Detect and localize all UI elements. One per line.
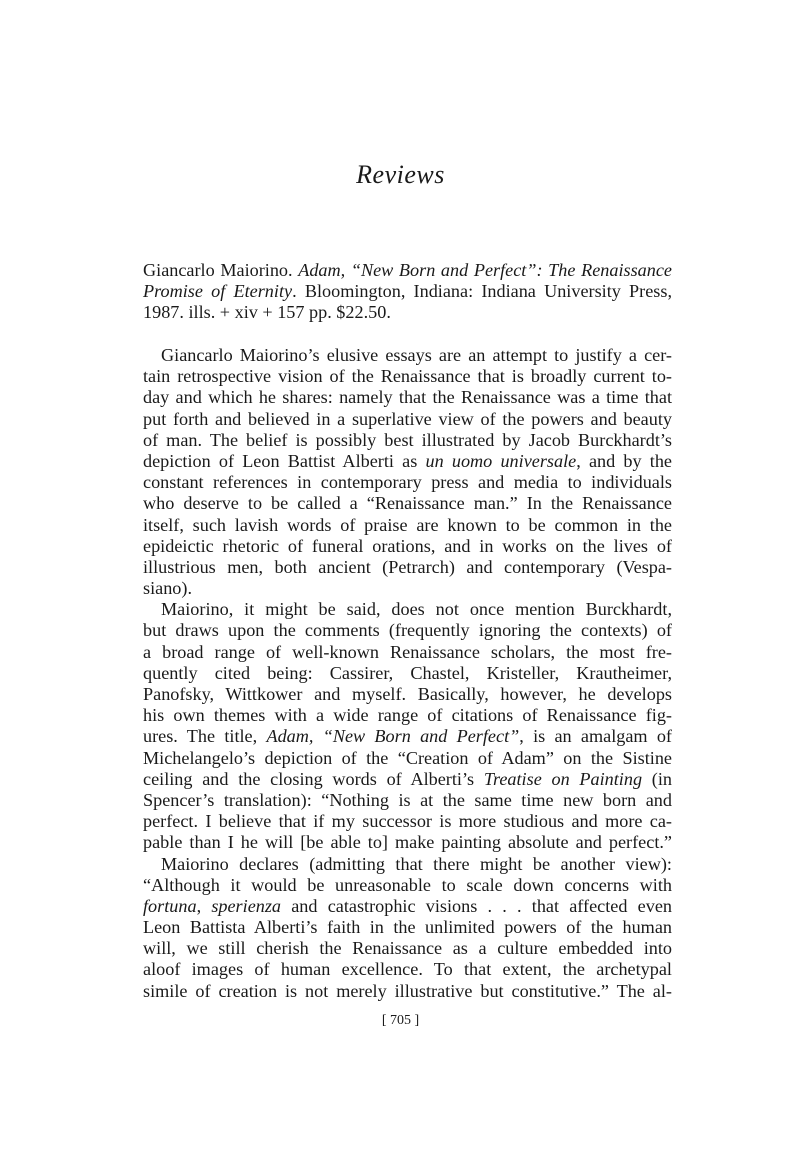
text-line (143, 811, 672, 832)
text-line (143, 790, 672, 811)
text-line (143, 578, 672, 599)
page-number: [ 705 ] (381, 1013, 420, 1028)
text-run: constant references in contemporary press and media to individuals (143, 472, 672, 493)
text-run: ures. The title, (143, 726, 267, 747)
text-run: tain retrospective vision of the Renaissance that is broadly current to- (143, 366, 672, 387)
text-run: pable than I he will [be able to] make painting absolute and perfect.” (143, 832, 672, 853)
italic-text: fortuna (143, 895, 197, 916)
text-line (143, 684, 672, 705)
text-run: day and which he shares: namely that the Renaissance was a time that (143, 387, 672, 408)
text-run: Giancarlo Maiorino. (143, 260, 299, 280)
text-run: put forth and believed in a superlative view of the powers and beauty (143, 408, 672, 429)
text-run: Maiorino declares (admitting that there might be another view): (161, 853, 672, 874)
text-run: Panofsky, Wittkower and myself. Basically, however, he develops (143, 684, 672, 704)
text-run: (in (642, 768, 672, 789)
text-run: “Although it would be unreasonable to scale down concerns with (143, 874, 672, 895)
text-line (143, 917, 672, 938)
text-run: , and by the (576, 450, 673, 471)
text-run: depiction of Leon Battist Alberti as (143, 450, 426, 471)
italic-text: un uomo universale (425, 450, 577, 471)
text-run: epideictic rhetoric of funeral orations, and in works on the lives of (143, 535, 672, 556)
text-run: perfect. I believe that if my successor is more studious and more ca- (143, 811, 672, 832)
text-line (143, 959, 672, 980)
review-body (143, 345, 672, 1002)
text-line (143, 260, 672, 281)
text-run: Giancarlo Maiorino’s elusive essays are an attempt to justify a cer- (161, 345, 672, 365)
text-run: his own themes with a wide range of citations of Renaissance fig- (143, 705, 672, 726)
text-line (143, 302, 672, 323)
text-line (143, 536, 672, 557)
text-run: Michelangelo’s depiction of the “Creation of Adam” on the Sistine (143, 747, 672, 768)
text-line (143, 599, 672, 620)
italic-text: Treatise on Painting (483, 768, 643, 789)
text-line (143, 938, 672, 959)
text-run: . Bloomington, Indiana: Indiana University Press, (292, 281, 672, 302)
text-run: Maiorino, it might be said, does not once mention Burckhardt, (161, 599, 672, 620)
text-run: and catastrophic visions . . . that affected even (281, 895, 672, 916)
text-run: itself, such lavish words of praise are known to be common in the (143, 514, 672, 535)
text-line (143, 896, 672, 917)
text-run: aloof images of human excellence. To that extent, the archetypal (143, 959, 672, 980)
text-line (143, 451, 672, 472)
text-run: , is an amalgam of (519, 726, 672, 747)
text-line (143, 663, 672, 684)
text-run: simile of creation is not merely illustrative but constitutive.” The al- (143, 980, 672, 1001)
text-line (143, 832, 672, 853)
text-line (143, 387, 672, 408)
text-line (143, 854, 672, 875)
section-title: Reviews (356, 160, 445, 189)
text-line (143, 875, 672, 896)
text-run: Spencer’s translation): “Nothing is at the same time new born and (143, 789, 672, 810)
text-line (143, 981, 672, 1002)
text-line (143, 705, 672, 726)
text-line (143, 430, 672, 451)
italic-text: Adam, “New Born and Perfect” (266, 726, 520, 747)
text-run: will, we still cherish the Renaissance as a culture embedded into (143, 938, 672, 959)
text-run: Leon Battista Alberti’s faith in the unlimited powers of the human (143, 917, 672, 938)
text-run: , (196, 895, 212, 916)
text-line (143, 769, 672, 790)
text-run: but draws upon the comments (frequently ignoring the contexts) of (143, 620, 672, 641)
text-line (143, 557, 672, 578)
text-line (143, 281, 672, 302)
text-run: siano). (143, 578, 192, 599)
text-line (143, 515, 672, 536)
text-line (143, 748, 672, 769)
text-line (143, 493, 672, 514)
text-run: a broad range of well-known Renaissance scholars, the most fre- (143, 641, 672, 662)
text-line (143, 472, 672, 493)
text-line (143, 366, 672, 387)
text-line (143, 620, 672, 641)
italic-text: Promise of Eternity (143, 281, 293, 302)
text-run: ceiling and the closing words of Alberti’s (143, 768, 484, 789)
text-line (143, 409, 672, 430)
text-run: 1987. ills. + xiv + 157 pp. $22.50. (143, 302, 391, 323)
text-line (143, 345, 672, 366)
italic-text: sperienza (211, 895, 282, 916)
text-run: illustrious men, both ancient (Petrarch) and contemporary (Vespa- (143, 556, 672, 577)
text-run: of man. The belief is possibly best illustrated by Jacob Burckhardt’s (143, 429, 672, 450)
text-run: who deserve to be called a “Renaissance man.” In the Renaissance (143, 493, 672, 514)
book-citation (143, 260, 672, 324)
text-run: quently cited being: Cassirer, Chastel, Kristeller, Krautheimer, (143, 662, 672, 683)
italic-text: Adam, “New Born and Perfect”: The Renaissance (298, 260, 672, 280)
text-line (143, 642, 672, 663)
text-line (143, 726, 672, 747)
